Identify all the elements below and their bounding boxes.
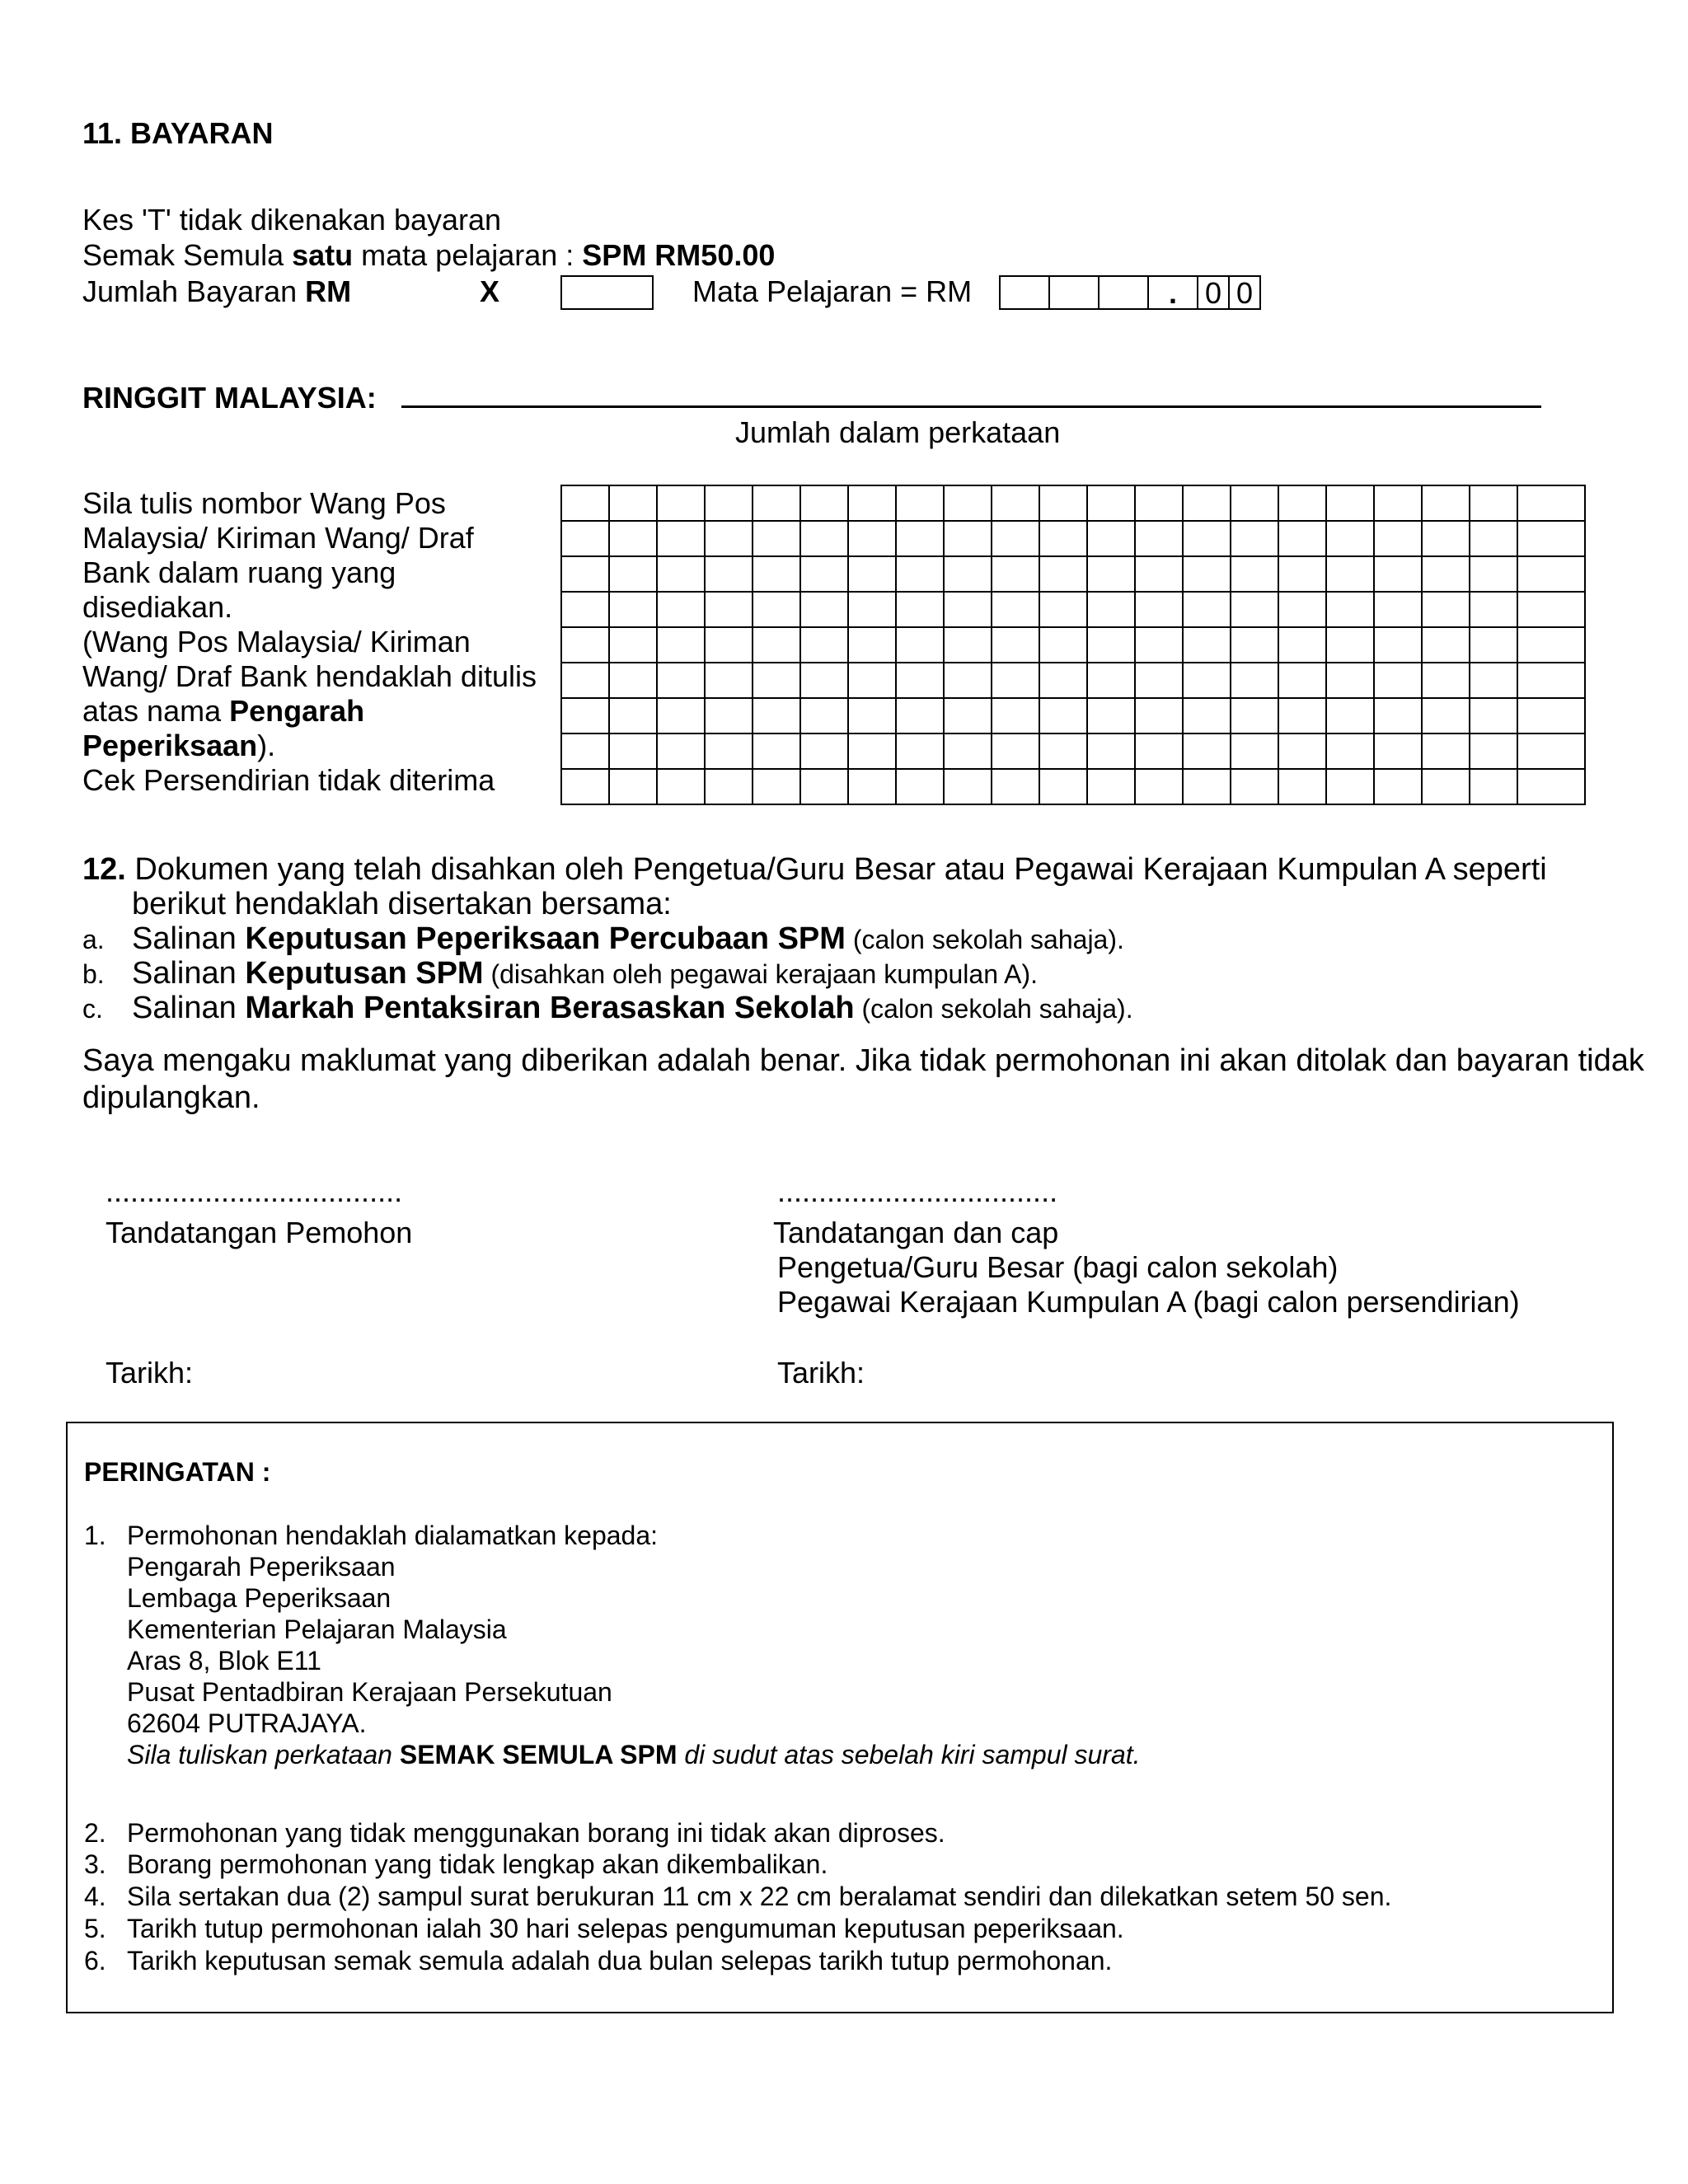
payment-grid-cell[interactable]	[609, 485, 657, 521]
payment-grid-cell[interactable]	[848, 698, 896, 733]
instruction-line: Wang/ Draf Bank hendaklah ditulis	[82, 659, 537, 693]
payment-grid-cell[interactable]	[1326, 733, 1374, 769]
document-item-bold: Keputusan Peperiksaan Percubaan SPM	[245, 921, 846, 956]
payment-grid-cell[interactable]	[896, 556, 944, 592]
payment-grid-cell[interactable]	[1039, 485, 1087, 521]
payment-grid-cell[interactable]	[1374, 627, 1422, 663]
payment-grid-cell[interactable]	[848, 663, 896, 698]
payment-grid-cell[interactable]	[1039, 733, 1087, 769]
payment-grid-cell[interactable]	[1422, 663, 1470, 698]
section-12-text-line1: Dokumen yang telah disahkan oleh Pengetua/Guru Besar atau Pegawai Kerajaan Kumpulan A seperti	[125, 852, 1547, 887]
payment-grid-cell[interactable]	[1326, 663, 1374, 698]
payment-grid-cell[interactable]	[1039, 592, 1087, 627]
payment-grid-cell[interactable]	[1231, 556, 1278, 592]
payment-grid-cell[interactable]	[1087, 592, 1135, 627]
payment-grid-cell[interactable]	[1326, 627, 1374, 663]
instruction-line: Bank dalam ruang yang	[82, 555, 396, 589]
amount-in-words-caption: Jumlah dalam perkataan	[735, 415, 1061, 449]
payment-grid-cell[interactable]	[1517, 592, 1585, 627]
instruction-line: disediakan.	[82, 590, 233, 624]
payment-grid-cell[interactable]	[1470, 698, 1517, 733]
jumlah-label: Jumlah Bayaran	[82, 274, 306, 308]
payment-grid-cell[interactable]	[944, 698, 992, 733]
payment-grid-row	[561, 556, 1585, 592]
payment-grid-cell[interactable]	[848, 627, 896, 663]
payment-grid-cell[interactable]	[705, 663, 753, 698]
payment-grid-cell[interactable]	[800, 663, 848, 698]
payment-grid-cell[interactable]	[561, 769, 609, 804]
payment-grid-cell[interactable]	[1326, 521, 1374, 556]
payment-grid-cell[interactable]	[1183, 592, 1231, 627]
payment-grid-cell[interactable]	[1517, 627, 1585, 663]
payment-grid-cell[interactable]	[1135, 627, 1183, 663]
payment-grid-cell[interactable]	[896, 769, 944, 804]
payment-grid-row	[561, 485, 1585, 521]
payment-grid-cell[interactable]	[1517, 698, 1585, 733]
address-line: 62604 PUTRAJAYA.	[127, 1708, 367, 1738]
payment-grid-cell[interactable]	[1517, 556, 1585, 592]
payment-grid-cell[interactable]	[1517, 485, 1585, 521]
payment-grid-cell[interactable]	[753, 592, 800, 627]
payment-grid-cell[interactable]	[609, 733, 657, 769]
payment-grid-cell[interactable]	[561, 698, 609, 733]
payment-grid-cell[interactable]	[1374, 521, 1422, 556]
payment-grid-cell[interactable]	[896, 592, 944, 627]
jumlah-bayaran-label	[82, 274, 351, 309]
payment-grid-cell[interactable]	[848, 769, 896, 804]
payment-grid-cell[interactable]	[753, 733, 800, 769]
address-line: Permohonan hendaklah dialamatkan kepada:	[127, 1521, 659, 1550]
semak-text-bold: satu	[292, 238, 354, 272]
document-item-letter: c.	[82, 994, 103, 1024]
payment-grid-cell[interactable]	[657, 769, 705, 804]
payment-grid-cell[interactable]	[992, 698, 1039, 733]
warning-item-number: 5.	[84, 1914, 106, 1943]
payment-grid-cell[interactable]	[1231, 733, 1278, 769]
applicant-signature-label: Tandatangan Pemohon	[106, 1216, 413, 1249]
payment-grid-cell[interactable]	[1231, 485, 1278, 521]
amount-in-words-line[interactable]	[401, 405, 1541, 408]
payment-grid-cell[interactable]	[657, 485, 705, 521]
official-signature-label: Tandatangan dan cap	[773, 1216, 1059, 1249]
payment-grid-cell[interactable]	[1422, 556, 1470, 592]
section-12-text-line2: berikut hendaklah disertakan bersama:	[132, 887, 672, 921]
payment-number-grid	[560, 485, 1586, 805]
payment-grid-cell[interactable]	[944, 627, 992, 663]
payment-grid-cell[interactable]	[1183, 769, 1231, 804]
multiply-sign: X	[480, 274, 500, 308]
payment-grid-cell[interactable]	[848, 556, 896, 592]
payment-grid-cell[interactable]	[1039, 663, 1087, 698]
document-item-note: (disahkan oleh pegawai kerajaan kumpulan A).	[483, 959, 1038, 989]
warning-item-number: 6.	[84, 1946, 106, 1975]
payment-grid-cell[interactable]	[1135, 521, 1183, 556]
instruction-line-peperiksaan	[82, 729, 537, 763]
peringatan-box	[66, 1422, 1614, 2013]
payment-grid-cell[interactable]	[561, 521, 609, 556]
payment-grid-cell[interactable]	[1470, 663, 1517, 698]
declaration-line1: Saya mengaku maklumat yang diberikan adalah benar. Jika tidak permohonan ini akan ditolak dan bayaran tidak	[82, 1043, 1644, 1078]
payment-grid-cell[interactable]	[992, 521, 1039, 556]
payment-grid-cell[interactable]	[896, 521, 944, 556]
address-block	[127, 1520, 1141, 1770]
payment-grid-cell[interactable]	[561, 627, 609, 663]
applicant-date-label: Tarikh:	[106, 1356, 194, 1390]
payment-grid-cell[interactable]	[753, 698, 800, 733]
payment-grid-cell[interactable]	[992, 663, 1039, 698]
instruction-line-atas	[82, 694, 537, 729]
payment-grid-cell[interactable]	[609, 663, 657, 698]
document-item-bold: Keputusan SPM	[245, 956, 484, 991]
payment-grid-cell[interactable]	[1135, 663, 1183, 698]
payment-grid-cell[interactable]	[1135, 485, 1183, 521]
payment-grid-cell[interactable]	[1231, 592, 1278, 627]
amount-digit-box[interactable]	[999, 275, 1050, 310]
payment-grid-cell[interactable]	[896, 733, 944, 769]
payment-grid-cell[interactable]	[1470, 556, 1517, 592]
warning-item-number: 2.	[84, 1818, 106, 1848]
address-line: Kementerian Pelajaran Malaysia	[127, 1615, 507, 1644]
payment-grid-cell[interactable]	[1374, 733, 1422, 769]
payment-grid-row	[561, 627, 1585, 663]
instruction-peperiksaan: Peperiksaan	[82, 729, 258, 762]
payment-grid-cell[interactable]	[1326, 485, 1374, 521]
payment-grid-cell[interactable]	[561, 663, 609, 698]
payment-grid-cell[interactable]	[944, 556, 992, 592]
warning-item-text: Tarikh tutup permohonan ialah 30 hari selepas pengumuman keputusan peperiksaan.	[127, 1914, 1124, 1943]
payment-grid-cell[interactable]	[1278, 592, 1326, 627]
payment-grid-cell[interactable]	[705, 521, 753, 556]
payment-grid-cell[interactable]	[1470, 592, 1517, 627]
payment-grid-cell[interactable]	[1087, 485, 1135, 521]
payment-grid-cell[interactable]	[1422, 698, 1470, 733]
payment-grid-cell[interactable]	[800, 485, 848, 521]
payment-grid-row	[561, 521, 1585, 556]
payment-grid-cell[interactable]	[1183, 485, 1231, 521]
document-item-note: (calon sekolah sahaja).	[854, 994, 1133, 1024]
payment-grid-cell[interactable]	[1231, 698, 1278, 733]
amount-digit-box[interactable]	[1048, 275, 1100, 310]
mata-pelajaran-label: Mata Pelajaran = RM	[692, 274, 973, 308]
payment-grid-cell[interactable]	[705, 485, 753, 521]
payment-grid-cell[interactable]	[705, 733, 753, 769]
warning-item-number: 3.	[84, 1849, 106, 1879]
payment-grid-cell[interactable]	[848, 521, 896, 556]
jumlah-rm: RM	[305, 274, 352, 308]
payment-grid-cell[interactable]	[1278, 485, 1326, 521]
payment-grid-cell[interactable]	[896, 627, 944, 663]
payment-grid-cell[interactable]	[896, 663, 944, 698]
payment-grid-cell[interactable]	[848, 485, 896, 521]
official-signature-line[interactable]: ..................................	[777, 1174, 1058, 1208]
payment-grid-cell[interactable]	[1231, 521, 1278, 556]
payment-grid-cell[interactable]	[1374, 556, 1422, 592]
envelope-instruction-pre: Sila tuliskan perkataan	[127, 1740, 400, 1769]
payment-grid-cell[interactable]	[1039, 521, 1087, 556]
payment-grid-cell[interactable]	[1231, 663, 1278, 698]
payment-grid-cell[interactable]	[657, 733, 705, 769]
ringgit-malaysia-label: RINGGIT MALAYSIA:	[82, 381, 377, 415]
semak-text-pre: Semak Semula	[82, 238, 293, 272]
payment-grid-cell[interactable]	[609, 769, 657, 804]
official-date-label: Tarikh:	[777, 1356, 865, 1390]
payment-grid-cell[interactable]	[753, 769, 800, 804]
payment-grid-cell[interactable]	[561, 733, 609, 769]
payment-grid-cell[interactable]	[1087, 769, 1135, 804]
payment-grid-cell[interactable]	[1183, 733, 1231, 769]
payment-grid-cell[interactable]	[1517, 769, 1585, 804]
payment-grid-cell[interactable]	[1422, 627, 1470, 663]
payment-grid-cell[interactable]	[1278, 769, 1326, 804]
payment-grid-row	[561, 733, 1585, 769]
payment-grid-cell[interactable]	[1183, 521, 1231, 556]
payment-grid-cell[interactable]	[944, 663, 992, 698]
payment-grid-row	[561, 698, 1585, 733]
payment-grid-cell[interactable]	[1183, 698, 1231, 733]
payment-grid-cell[interactable]	[561, 485, 609, 521]
payment-grid-cell[interactable]	[1183, 627, 1231, 663]
instruction-line: (Wang Pos Malaysia/ Kiriman	[82, 625, 471, 658]
payment-grid-cell[interactable]	[1039, 769, 1087, 804]
peringatan-title: PERINGATAN :	[84, 1457, 271, 1487]
payment-grid-cell[interactable]	[848, 733, 896, 769]
document-item-pre: Salinan	[132, 991, 246, 1025]
payment-grid-cell[interactable]	[1087, 521, 1135, 556]
cents-digit-box: 0	[1197, 275, 1230, 310]
payment-grid-cell[interactable]	[992, 769, 1039, 804]
payment-grid-cell[interactable]	[561, 556, 609, 592]
payment-grid-cell[interactable]	[561, 592, 609, 627]
payment-grid-cell[interactable]	[1326, 698, 1374, 733]
payment-grid-cell[interactable]	[1183, 663, 1231, 698]
payment-grid-cell[interactable]	[1135, 556, 1183, 592]
payment-grid-cell[interactable]	[1470, 733, 1517, 769]
payment-grid-cell[interactable]	[1374, 663, 1422, 698]
payment-grid-cell[interactable]	[992, 627, 1039, 663]
semak-price: SPM RM50.00	[582, 238, 776, 272]
payment-grid-cell[interactable]	[1135, 769, 1183, 804]
warning-item-number: 4.	[84, 1882, 106, 1911]
payment-grid-cell[interactable]	[1374, 485, 1422, 521]
instruction-line: Malaysia/ Kiriman Wang/ Draf	[82, 521, 474, 555]
payment-grid-cell[interactable]	[609, 556, 657, 592]
payment-grid-cell[interactable]	[944, 521, 992, 556]
payment-grid-cell[interactable]	[1135, 592, 1183, 627]
payment-grid-cell[interactable]	[705, 592, 753, 627]
warning-item-text: Borang permohonan yang tidak lengkap akan dikembalikan.	[127, 1849, 828, 1879]
payment-grid-cell[interactable]	[705, 769, 753, 804]
payment-grid-cell[interactable]	[657, 698, 705, 733]
payment-grid-cell[interactable]	[800, 521, 848, 556]
section-12-line1	[82, 851, 1547, 888]
payment-grid-cell[interactable]	[1470, 521, 1517, 556]
document-item-letter: a.	[82, 925, 105, 954]
payment-grid-cell[interactable]	[753, 556, 800, 592]
payment-grid-cell[interactable]	[657, 521, 705, 556]
warning-item-text: Sila sertakan dua (2) sampul surat berukuran 11 cm x 22 cm beralamat sendiri dan dilekatkan setem 50 sen.	[127, 1882, 1392, 1911]
payment-grid-cell[interactable]	[1087, 627, 1135, 663]
payment-grid-cell[interactable]	[944, 733, 992, 769]
payment-grid-cell[interactable]	[609, 521, 657, 556]
payment-grid-cell[interactable]	[992, 592, 1039, 627]
payment-grid-cell[interactable]	[657, 592, 705, 627]
official-signature-role1: Pengetua/Guru Besar (bagi calon sekolah)	[777, 1250, 1339, 1284]
document-item-pre: Salinan	[132, 921, 246, 956]
payment-grid-cell[interactable]	[1374, 769, 1422, 804]
payment-grid-cell[interactable]	[1087, 733, 1135, 769]
payment-grid-cell[interactable]	[896, 698, 944, 733]
payment-grid-cell[interactable]	[800, 592, 848, 627]
document-item-bold: Markah Pentaksiran Berasaskan Sekolah	[245, 991, 855, 1025]
address-line: Aras 8, Blok E11	[127, 1646, 321, 1675]
envelope-instruction-post: di sudut atas sebelah kiri sampul surat.	[677, 1740, 1141, 1769]
payment-grid-cell[interactable]	[657, 663, 705, 698]
payment-grid-cell[interactable]	[1517, 663, 1585, 698]
payment-grid-cell[interactable]	[609, 592, 657, 627]
envelope-instruction	[127, 1739, 1141, 1770]
payment-grid-row	[561, 769, 1585, 804]
payment-grid-row	[561, 663, 1585, 698]
instruction-block	[82, 486, 537, 798]
payment-grid-cell[interactable]	[1326, 592, 1374, 627]
semak-text-mid: mata pelajaran :	[353, 238, 583, 272]
official-signature-role2: Pegawai Kerajaan Kumpulan A (bagi calon persendirian)	[777, 1285, 1520, 1319]
payment-grid-cell[interactable]	[753, 663, 800, 698]
payment-grid-cell[interactable]	[1278, 627, 1326, 663]
payment-grid-cell[interactable]	[800, 627, 848, 663]
payment-grid-cell[interactable]	[992, 556, 1039, 592]
address-line: Pengarah Peperiksaan	[127, 1552, 396, 1582]
payment-grid-cell[interactable]	[753, 521, 800, 556]
payment-grid-cell[interactable]	[1326, 769, 1374, 804]
payment-grid-cell[interactable]	[1231, 769, 1278, 804]
warning-item-text: Tarikh keputusan semak semula adalah dua bulan selepas tarikh tutup permohonan.	[127, 1946, 1113, 1975]
address-line: Pusat Pentadbiran Kerajaan Persekutuan	[127, 1677, 612, 1707]
declaration-line2: dipulangkan.	[82, 1080, 260, 1115]
case-t-note: Kes 'T' tidak dikenakan bayaran	[82, 203, 502, 237]
payment-grid-cell[interactable]	[657, 627, 705, 663]
payment-grid-cell[interactable]	[992, 733, 1039, 769]
payment-grid-cell[interactable]	[1517, 521, 1585, 556]
payment-grid-cell[interactable]	[705, 627, 753, 663]
payment-grid-cell[interactable]	[944, 485, 992, 521]
payment-grid-cell[interactable]	[1278, 733, 1326, 769]
payment-grid-cell[interactable]	[992, 485, 1039, 521]
payment-grid-cell[interactable]	[800, 556, 848, 592]
payment-grid-cell[interactable]	[800, 698, 848, 733]
payment-grid-cell[interactable]	[753, 627, 800, 663]
payment-grid-cell[interactable]	[1087, 698, 1135, 733]
payment-grid-cell[interactable]	[1470, 627, 1517, 663]
payment-grid-cell[interactable]	[1087, 556, 1135, 592]
payment-grid-cell[interactable]	[705, 556, 753, 592]
payment-grid-cell[interactable]	[753, 485, 800, 521]
applicant-signature-line[interactable]: ....................................	[106, 1174, 403, 1208]
payment-grid-cell[interactable]	[1422, 769, 1470, 804]
payment-grid-cell[interactable]	[800, 769, 848, 804]
payment-grid-cell[interactable]	[1135, 733, 1183, 769]
payment-grid-cell[interactable]	[1422, 521, 1470, 556]
payment-grid-cell[interactable]	[609, 698, 657, 733]
cents-digit-box: 0	[1228, 275, 1261, 310]
payment-grid-cell[interactable]	[657, 556, 705, 592]
instruction-close: ).	[257, 729, 276, 762]
instruction-cek: Cek Persendirian tidak diterima	[82, 763, 495, 797]
payment-grid-cell[interactable]	[1039, 556, 1087, 592]
semak-semula-price-line	[82, 238, 775, 273]
payment-grid-cell[interactable]	[609, 627, 657, 663]
document-item-note: (calon sekolah sahaja).	[845, 925, 1124, 954]
envelope-instruction-bold: SEMAK SEMULA SPM	[399, 1740, 678, 1769]
payment-grid-cell[interactable]	[1183, 556, 1231, 592]
payment-grid-cell[interactable]	[1517, 733, 1585, 769]
payment-grid-cell[interactable]	[1374, 698, 1422, 733]
payment-grid-cell[interactable]	[1278, 698, 1326, 733]
instruction-line: Sila tulis nombor Wang Pos	[82, 486, 446, 520]
document-item-pre: Salinan	[132, 956, 246, 991]
section-11-heading: 11. BAYARAN	[82, 116, 274, 150]
payment-grid-cell[interactable]	[1470, 485, 1517, 521]
payment-grid-cell[interactable]	[1422, 733, 1470, 769]
address-line: Lembaga Peperiksaan	[127, 1583, 392, 1613]
instruction-atas: atas nama	[82, 694, 230, 728]
payment-grid-cell[interactable]	[944, 769, 992, 804]
section-12-number: 12.	[82, 852, 126, 887]
subject-count-box[interactable]	[560, 275, 654, 310]
payment-grid-cell[interactable]	[1278, 521, 1326, 556]
payment-grid-cell[interactable]	[896, 485, 944, 521]
payment-grid-cell[interactable]	[800, 733, 848, 769]
payment-grid-cell[interactable]	[1231, 627, 1278, 663]
payment-grid-cell[interactable]	[705, 698, 753, 733]
payment-grid-cell[interactable]	[1326, 556, 1374, 592]
payment-grid-cell[interactable]	[944, 592, 992, 627]
payment-grid-cell[interactable]	[1278, 556, 1326, 592]
payment-grid-cell[interactable]	[1422, 592, 1470, 627]
payment-grid-row	[561, 592, 1585, 627]
payment-grid-cell[interactable]	[1039, 627, 1087, 663]
instruction-pengarah: Pengarah	[229, 694, 365, 728]
payment-grid-cell[interactable]	[1470, 769, 1517, 804]
payment-grid-cell[interactable]	[848, 592, 896, 627]
payment-grid-cell[interactable]	[1039, 698, 1087, 733]
document-item-letter: b.	[82, 959, 105, 989]
warning-item-text: Permohonan yang tidak menggunakan borang ini tidak akan diproses.	[127, 1818, 945, 1848]
payment-grid-cell[interactable]	[1422, 485, 1470, 521]
amount-digit-box[interactable]	[1098, 275, 1149, 310]
warning-item-number: 1.	[84, 1521, 106, 1550]
payment-grid-cell[interactable]	[1087, 663, 1135, 698]
decimal-point-box: .	[1147, 275, 1198, 310]
payment-grid-cell[interactable]	[1135, 698, 1183, 733]
payment-grid-cell[interactable]	[1374, 592, 1422, 627]
payment-grid-cell[interactable]	[1278, 663, 1326, 698]
